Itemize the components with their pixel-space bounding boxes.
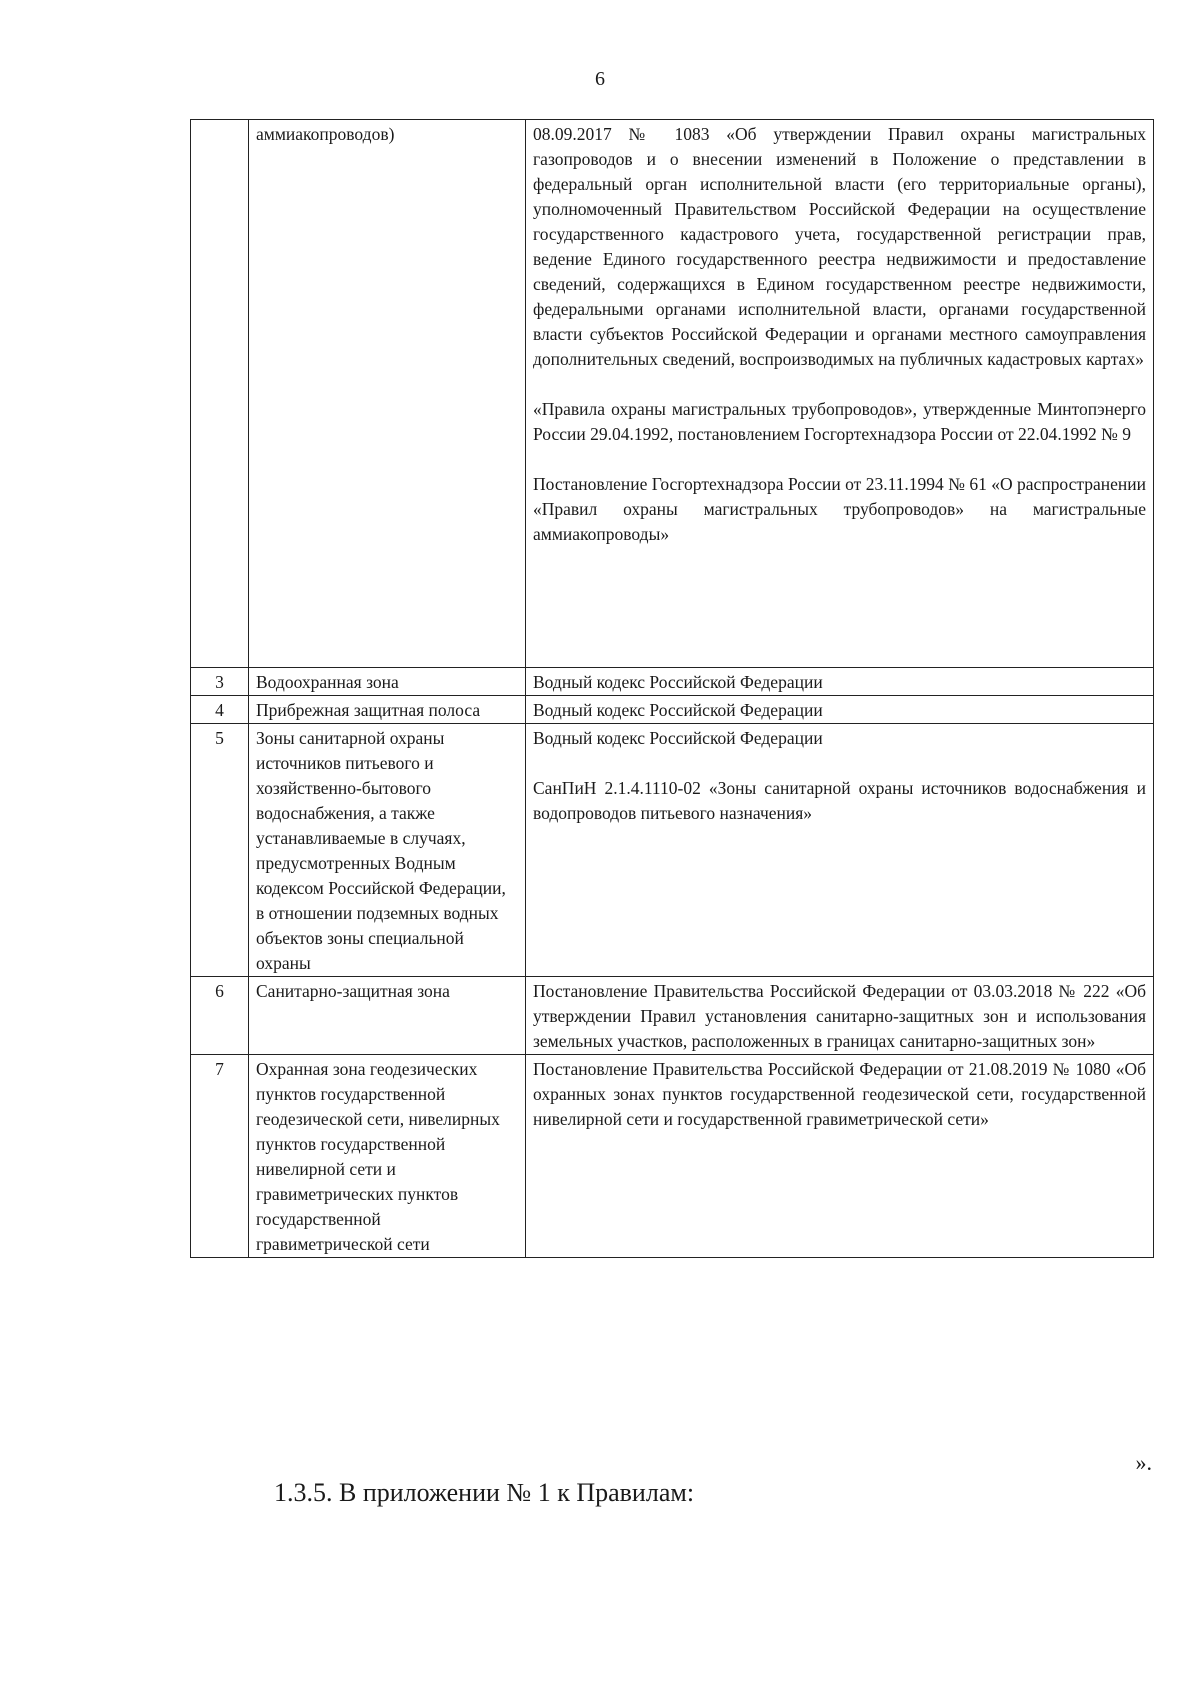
table-row: [191, 120, 1154, 668]
closing-quote: ».: [1135, 1450, 1152, 1475]
row-number: 4: [191, 696, 249, 724]
section-heading: 1.3.5. В приложении № 1 к Правилам:: [274, 1478, 695, 1507]
table-row: [191, 696, 1154, 724]
row-number: 6: [191, 977, 249, 1055]
zone-name: Санитарно-защитная зона: [249, 977, 526, 1055]
zones-table: [190, 119, 1154, 1258]
row-number: [191, 120, 249, 668]
row-number: 7: [191, 1055, 249, 1258]
row-number: 5: [191, 724, 249, 977]
basis-paragraph: Водный кодекс Российской Федерации: [533, 728, 823, 748]
row-number: 3: [191, 668, 249, 696]
basis-paragraph: Водный кодекс Российской Федерации: [533, 672, 823, 692]
basis-paragraph: Постановление Правительства Российской Федерации от 03.03.2018 № 222 «Об утверждении Правил установления санитарно-защитных зон и использования земельных участков, расположенных в границах санитарно-защитных зон»: [533, 981, 1146, 1051]
table-row: [191, 724, 1154, 977]
legal-basis: [526, 1055, 1154, 1258]
basis-paragraph: Водный кодекс Российской Федерации: [533, 700, 823, 720]
legal-basis: [526, 120, 1154, 668]
legal-basis: [526, 696, 1154, 724]
zone-name: Прибрежная защитная полоса: [249, 696, 526, 724]
legal-basis: [526, 668, 1154, 696]
basis-paragraph: 08.09.2017 № 1083 «Об утверждении Правил охраны магистральных газопроводов и о внесении изменений в Положение о представлении в федеральный орган исполнительной власти (его территориальные органы), уполномоченный Правительством Российской Федерации на осуществление государственного кадастрового учета, государственной регистрации прав, ведение Единого государственного реестра недвижимости и предоставление сведений, содержащихся в Едином государственном реестре недвижимости, федеральными органами исполнительной власти, органами государственной власти субъектов Российской Федерации и органами местного самоуправления дополнительных сведений, воспроизводимых на публичных кадастровых картах»: [533, 124, 1146, 369]
page-number: 6: [595, 68, 605, 90]
legal-basis: [526, 977, 1154, 1055]
basis-paragraph: «Правила охраны магистральных трубопроводов», утвержденные Минтопэнерго России 29.04.1992, постановлением Госгортехнадзора России от 22.04.1992 № 9: [533, 399, 1146, 444]
basis-paragraph: СанПиН 2.1.4.1110-02 «Зоны санитарной охраны источников водоснабжения и водопроводов питьевого назначения»: [533, 778, 1146, 823]
zone-name: Охранная зона геодезических пунктов государственной геодезической сети, нивелирных пунктов государственной нивелирной сети и гравиметрических пунктов государственной гравиметрической сети: [249, 1055, 526, 1258]
basis-paragraph: Постановление Правительства Российской Федерации от 21.08.2019 № 1080 «Об охранных зонах пунктов государственной геодезической сети, государственной нивелирной сети и государственной гравиметрической сети»: [533, 1059, 1146, 1129]
table-row: [191, 1055, 1154, 1258]
zone-name: Зоны санитарной охраны источников питьевого и хозяйственно-бытового водоснабжения, а также устанавливаемые в случаях, предусмотренных Водным кодексом Российской Федерации, в отношении подземных водных объектов зоны специальной охраны: [249, 724, 526, 977]
zone-name: аммиакопроводов): [249, 120, 526, 668]
zone-name: Водоохранная зона: [249, 668, 526, 696]
legal-basis: [526, 724, 1154, 977]
table-row: [191, 977, 1154, 1055]
basis-paragraph: Постановление Госгортехнадзора России от 23.11.1994 № 61 «О распространении «Правил охраны магистральных трубопроводов» на магистральные аммиакопроводы»: [533, 474, 1146, 544]
table-row: [191, 668, 1154, 696]
